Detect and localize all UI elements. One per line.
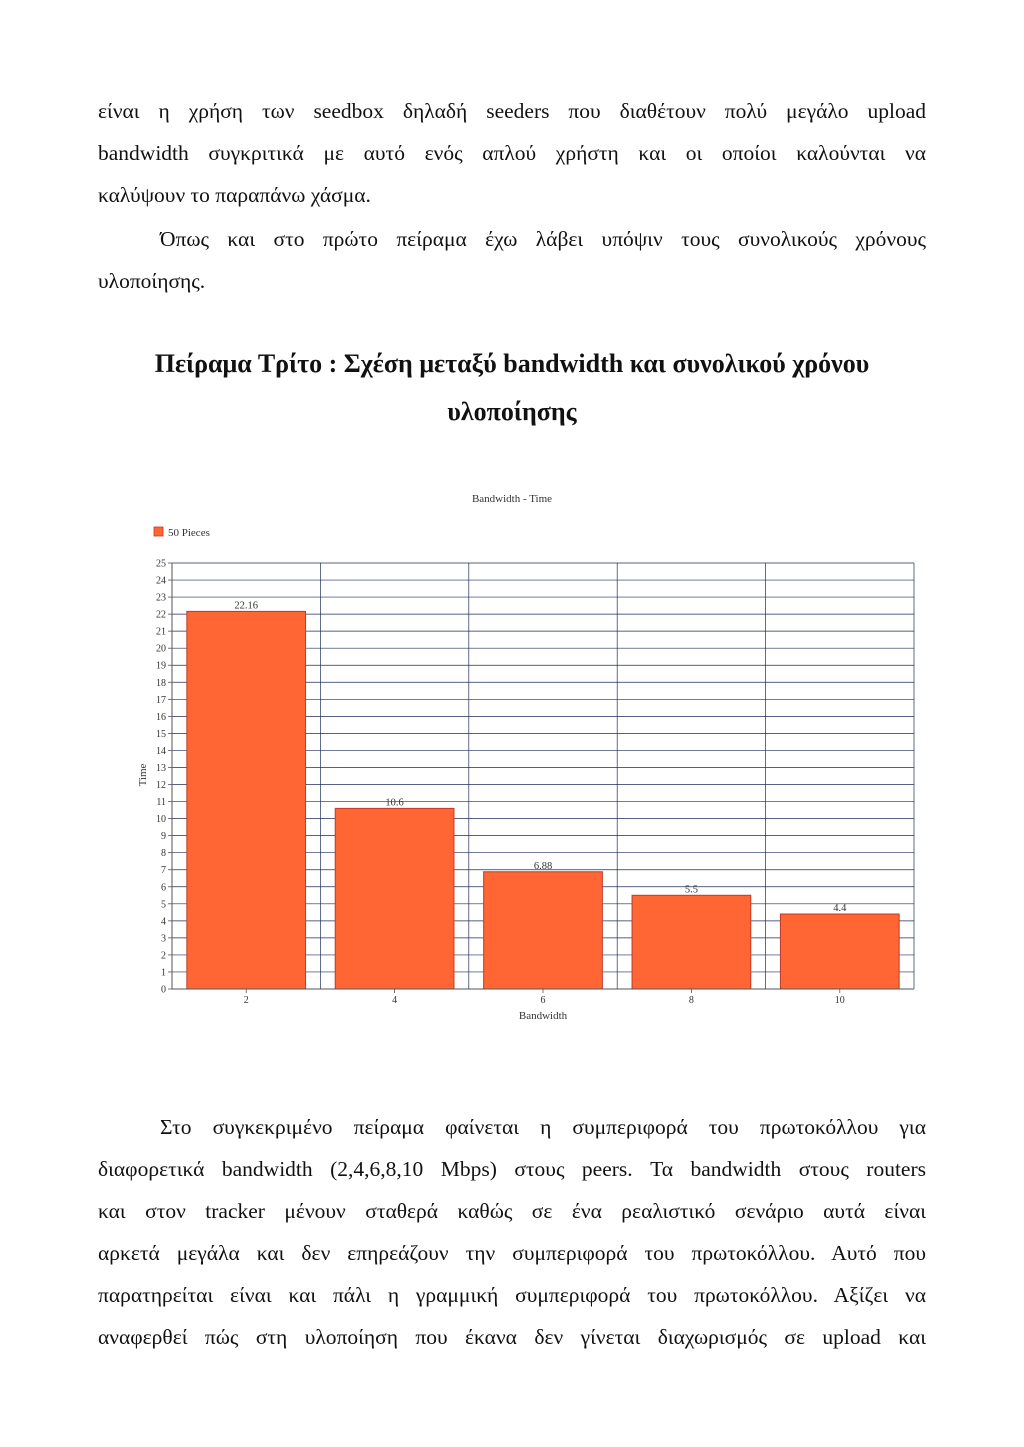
x-axis-label: Bandwidth — [518, 1010, 568, 1022]
y-tick-label: 24 — [156, 575, 166, 587]
y-tick-label: 19 — [156, 660, 166, 672]
y-tick-label: 25 — [156, 558, 166, 570]
bar-value-label: 4.4 — [833, 903, 847, 915]
text-line: bandwidth συγκριτικά με αυτό ενός απλού χρήστη και οι οποίοι καλούνται να — [98, 141, 926, 165]
y-tick-label: 13 — [156, 762, 166, 774]
y-tick-label: 11 — [156, 797, 166, 809]
y-tick-label: 22 — [156, 609, 166, 621]
x-tick-label: 2 — [243, 995, 249, 1006]
y-tick-label: 9 — [161, 831, 166, 843]
y-tick-label: 5 — [161, 899, 166, 911]
bar — [187, 611, 306, 989]
bar-value-label: 22.16 — [234, 600, 259, 612]
y-tick-label: 2 — [161, 950, 166, 962]
x-tick-label: 8 — [688, 995, 694, 1006]
y-tick-label: 12 — [156, 780, 166, 792]
text-line: αναφερθεί πώς στη υλοποίηση που έκανα δεν γίνεται διαχωρισμός σε upload και — [98, 1325, 926, 1349]
bar — [335, 808, 454, 989]
text-line: παρατηρείται είναι και πάλι η γραμμική συμπεριφορά του πρωτοκόλλου. Αξίζει να — [98, 1283, 926, 1307]
bars — [187, 600, 899, 989]
bar-value-label: 5.5 — [684, 884, 698, 896]
bar — [484, 872, 603, 989]
y-tick-label: 7 — [161, 865, 166, 877]
bar-value-label: 6.88 — [533, 860, 553, 872]
bar — [632, 895, 751, 989]
text-line: είναι η χρήση των seedbox δηλαδή seeders που διαθέτουν πολύ μεγάλο upload — [98, 99, 926, 123]
text-line: υλοποίησης. — [98, 269, 206, 293]
y-tick-label: 6 — [161, 882, 166, 894]
section-heading — [98, 340, 926, 436]
text-line: και στον tracker μένουν σταθερά καθώς σε ένα ρεαλιστικό σενάριο αυτά είναι — [98, 1199, 926, 1223]
y-tick-label: 18 — [156, 677, 166, 689]
y-tick-label: 8 — [161, 848, 166, 860]
text-line: Όπως και στο πρώτο πείραμα έχω λάβει υπόψιν τους συνολικούς χρόνους — [160, 227, 926, 251]
bar-value-label: 10.6 — [385, 797, 404, 809]
second-paragraph — [98, 218, 926, 302]
y-tick-label: 16 — [156, 711, 166, 723]
intro-paragraph — [98, 90, 926, 216]
y-tick-label: 10 — [156, 814, 166, 826]
heading-line: Πείραμα Τρίτο : Σχέση μεταξύ bandwidth και συνολικού χρόνου — [154, 349, 870, 378]
text-line: διαφορετικά bandwidth (2,4,6,8,10 Mbps) στους peers. Τα bandwidth στους routers — [98, 1157, 926, 1181]
y-tick-label: 14 — [156, 745, 166, 757]
legend-label: 50 Pieces — [168, 527, 210, 539]
y-tick-label: 4 — [161, 916, 166, 928]
bar-chart — [120, 485, 920, 1045]
y-tick-label: 17 — [156, 694, 166, 706]
x-tick-label: 10 — [834, 995, 845, 1006]
closing-paragraph — [98, 1106, 926, 1358]
x-tick-label: 4 — [392, 995, 398, 1006]
text-line: αρκετά μεγάλα και δεν επηρεάζουν την συμπεριφορά του πρωτοκόλλου. Αυτό που — [98, 1241, 926, 1265]
text-line: Στο συγκεκριμένο πείραμα φαίνεται η συμπεριφορά του πρωτοκόλλου για — [160, 1115, 926, 1139]
bar — [780, 914, 899, 989]
y-tick-label: 23 — [156, 592, 166, 604]
y-tick-label: 1 — [161, 967, 166, 979]
y-tick-label: 3 — [161, 933, 166, 945]
legend-swatch — [154, 527, 163, 536]
y-axis-label: Time — [137, 763, 149, 787]
text-line: καλύψουν το παραπάνω χάσμα. — [98, 183, 371, 207]
chart-title: Bandwidth - Time — [471, 493, 553, 505]
x-tick-label: 6 — [540, 995, 546, 1006]
y-tick-label: 0 — [161, 984, 166, 996]
y-tick-label: 15 — [156, 728, 166, 740]
y-tick-label: 20 — [156, 643, 166, 655]
y-tick-label: 21 — [156, 626, 166, 638]
heading-line: υλοποίησης — [447, 397, 577, 426]
